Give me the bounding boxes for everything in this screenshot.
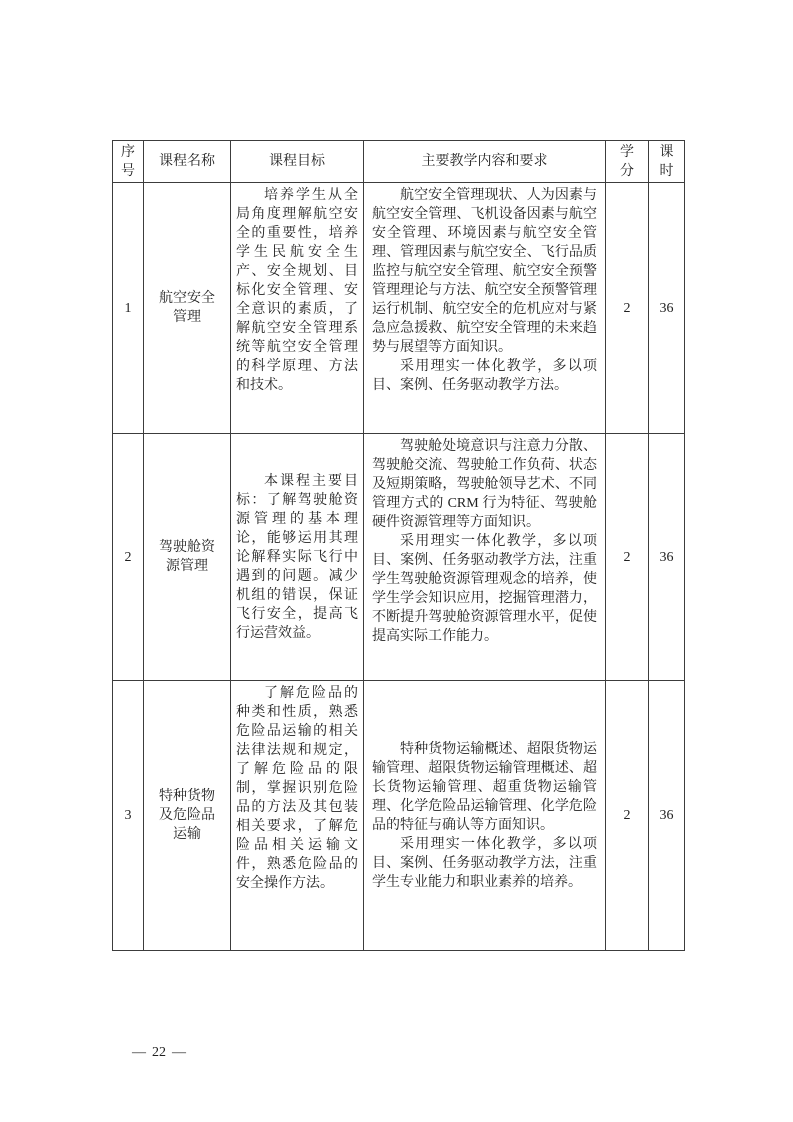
course-content xyxy=(364,681,606,951)
table-row xyxy=(113,183,685,434)
course-objective xyxy=(231,681,364,951)
content-paragraph: 采用理实一体化教学，多以项目、案例、任务驱动教学方法。 xyxy=(372,359,597,393)
page-number: 22 xyxy=(152,1045,166,1060)
hours-value: 36 xyxy=(649,681,685,951)
course-objective xyxy=(231,183,364,434)
content-paragraph: 驾驶舱处境意识与注意力分散、驾驶舱交流、驾驶舱工作负荷、状态及短期策略，驾驶舱领导艺术、不同管理方式的 CRM 行为特征、驾驶舱硬件资源管理等方面知识。 xyxy=(372,439,597,530)
course-plan-table xyxy=(112,140,685,951)
content-paragraph: 航空安全管理现状、人为因素与航空安全管理、飞机设备因素与航空安全管理、环境因素与航空安全管理、管理因素与航空安全、飞行品质监控与航空安全管理、航空安全预警管理理论与方法、航空安全预警管理运行机制、航空安全的危机应对与紧急应急援救、航空安全管理的未来趋势与展望等方面知识。 xyxy=(372,188,597,355)
content-paragraph: 特种货物运输概述、超限货物运输管理、超限货物运输管理概述、超长货物运输管理、超重货物运输管理、化学危险品运输管理、化学危险品的特征与确认等方面知识。 xyxy=(372,741,597,833)
row-number: 1 xyxy=(113,183,144,434)
header-course-objective: 课程目标 xyxy=(231,141,364,183)
credits-value: 2 xyxy=(606,681,649,951)
credits-value: 2 xyxy=(606,434,649,681)
course-objective xyxy=(231,434,364,681)
content-paragraph: 采用理实一体化教学，多以项目、案例、任务驱动教学方法，注重学生专业能力和职业素养的培养。 xyxy=(372,836,597,890)
objective-paragraph: 培养学生从全局角度理解航空安全的重要性，培养学生民航安全生产、安全规划、目标化安全管理、安全意识的素质，了解航空安全管理系统等航空安全管理的科学原理、方法和技术。 xyxy=(236,188,358,393)
header-credits: 学分 xyxy=(606,141,649,183)
objective-paragraph: 了解危险品的种类和性质，熟悉危险品运输的相关法律法规和规定，了解危险品的限制，掌握识别危险品的方法及其包装相关要求，了解危险品相关运输文件，熟悉危险品的安全操作方法。 xyxy=(236,686,358,891)
header-main-content: 主要教学内容和要求 xyxy=(364,141,606,183)
course-name: 航空安全管理 xyxy=(144,183,231,434)
objective-paragraph: 本课程主要目标：了解驾驶舱资源管理的基本理论，能够运用其理论解释实际飞行中遇到的问题。减少机组的错误，保证飞行安全，提高飞行运营效益。 xyxy=(236,473,358,641)
header-no: 序号 xyxy=(113,141,144,183)
table-row xyxy=(113,681,685,951)
header-course-name: 课程名称 xyxy=(144,141,231,183)
content-paragraph: 采用理实一体化教学，多以项目、案例、任务驱动教学方法，注重学生驾驶舱资源管理观念的培养，使学生学会知识应用，挖掘管理潜力，不断提升驾驶舱资源管理水平，促使提高实际工作能力。 xyxy=(372,534,597,644)
page-footer xyxy=(126,1045,192,1061)
row-number: 3 xyxy=(113,681,144,951)
course-content xyxy=(364,183,606,434)
course-name: 驾驶舱资源管理 xyxy=(144,434,231,681)
hours-value: 36 xyxy=(649,183,685,434)
credits-value: 2 xyxy=(606,183,649,434)
table-row xyxy=(113,434,685,681)
footer-dash-left: — xyxy=(132,1045,146,1060)
row-number: 2 xyxy=(113,434,144,681)
footer-dash-right: — xyxy=(172,1045,186,1060)
table-header-row xyxy=(113,141,685,183)
header-hours: 课时 xyxy=(649,141,685,183)
course-content xyxy=(364,434,606,681)
hours-value: 36 xyxy=(649,434,685,681)
course-name: 特种货物及危险品运输 xyxy=(144,681,231,951)
